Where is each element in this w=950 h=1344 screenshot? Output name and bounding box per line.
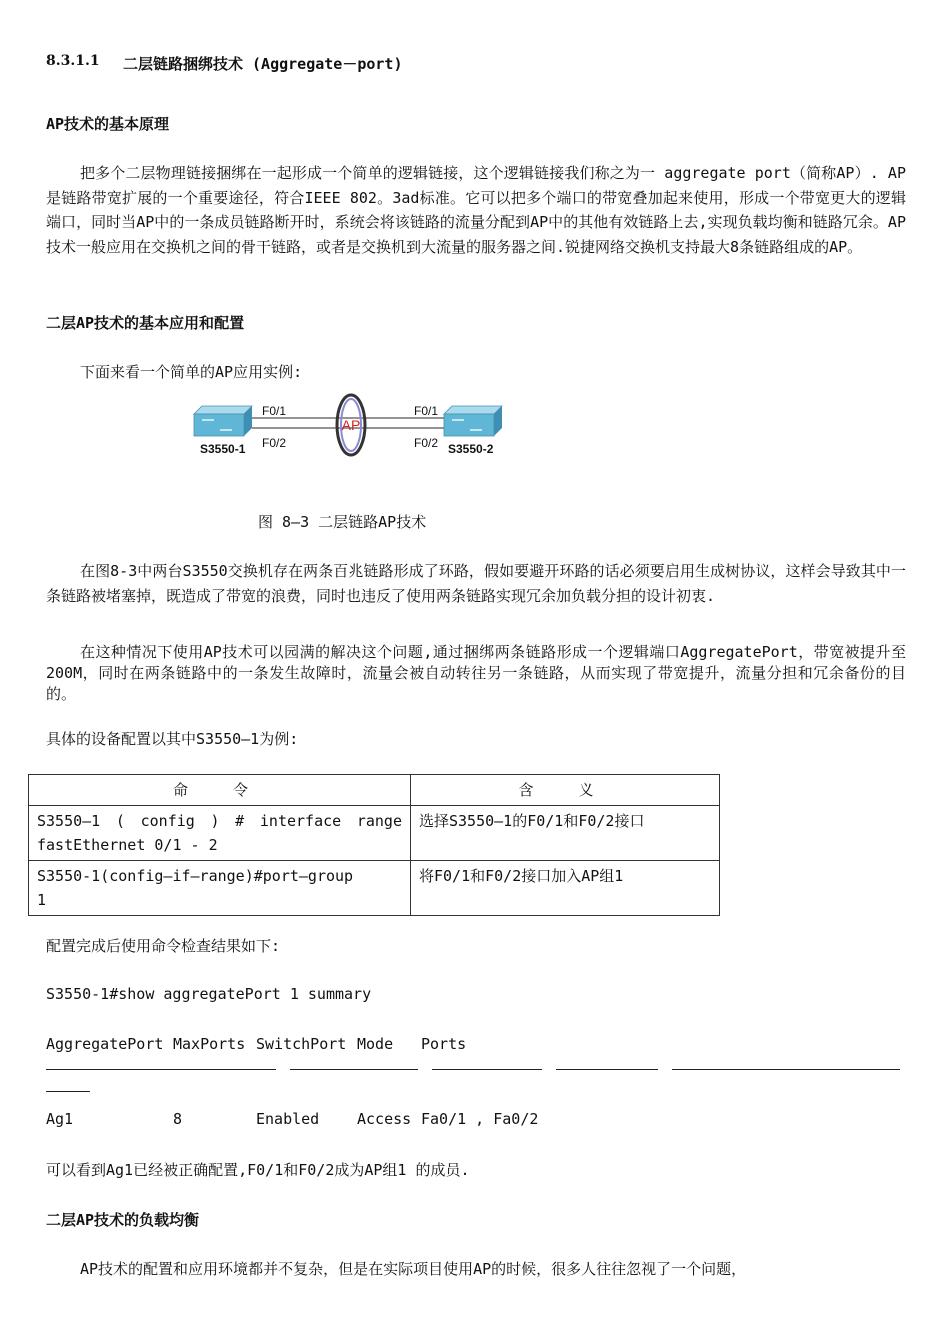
result-col-ports: Ports [421,1035,467,1053]
check-conclusion: 可以看到Ag1已经被正确配置,F0/1和F0/2成为AP组1 的成员. [46,1161,470,1179]
table-header-row [29,775,720,806]
result-mode: Access [357,1110,412,1128]
result-col-maxports: MaxPorts [173,1035,246,1053]
result-col-switchport: SwitchPort [256,1035,347,1053]
result-maxports: 8 [173,1110,183,1128]
topology-figure [180,392,530,464]
show-command: S3550-1#show aggregatePort 1 summary [46,985,372,1003]
principle-heading: AP技术的基本原理 [46,115,170,133]
table-row [29,806,720,861]
section-number: 8.3.1.1 [46,53,100,69]
meaning-cell: 选择S3550—1的F0/1和F0/2接口 [411,806,720,861]
command-cell [29,806,411,861]
meaning-cell: 将F0/1和F0/2接口加入AP组1 [411,861,720,916]
switch-left-label: S3550-1 [200,442,246,456]
config-table [28,774,720,916]
discussion-paragraph-1: 在图8-3中两台S3550交换机存在两条百兆链路形成了环路，假如要避开环路的话必须要启用生成树协议，这样会导致其中一条链路被堵塞掉，既造成了带宽的浪费，同时也违反了使用两条链路实现冗余加负载分担的设计初衷. [46,562,906,605]
result-ports: Fa0/1 , Fa0/2 [421,1110,539,1128]
discussion-paragraph-2: 在这种情况下使用AP技术可以园满的解决这个问题,通过捆绑两条链路形成一个逻辑端口AggregatePort，带宽被提升至200M，同时在两条链路中的一条发生故障时，流量会被自动转往另一条链路，从而实现了带宽提升，流量分担和冗余备份的目的。 [46,643,906,703]
application-intro: 下面来看一个简单的AP应用实例: [80,363,303,381]
command-line: fastEthernet 0/1 - 2 [37,836,218,854]
load-balance-paragraph: AP技术的配置和应用环境都并不复杂，但是在实际项目使用AP的时候，很多人往往忽视了一个问题， [80,1260,747,1278]
switch-right-icon [444,406,502,436]
command-line: S3550-1(config—if—range)#port—group [37,867,354,885]
port-right-bottom: F0/2 [414,436,439,450]
result-ag: Ag1 [46,1110,74,1128]
ap-label: AP [341,417,361,433]
application-heading: 二层AP技术的基本应用和配置 [46,314,245,332]
section-title: 二层链路捆绑技术 (Aggregate－port) [123,55,403,73]
result-col-aggregateport: AggregatePort [46,1035,164,1053]
check-intro: 配置完成后使用命令检查结果如下: [46,937,281,955]
table-header-command: 命 令 [29,775,411,806]
port-left-top: F0/1 [262,404,287,418]
switch-left-icon [194,406,252,436]
result-switchport: Enabled [256,1110,320,1128]
load-balance-heading: 二层AP技术的负载均衡 [46,1211,200,1229]
command-line: S3550—1 ( config ) # interface range [37,812,402,830]
example-intro: 具体的设备配置以其中S3550—1为例: [46,730,299,748]
switch-right-label: S3550-2 [448,442,494,456]
table-row [29,861,720,916]
port-left-bottom: F0/2 [262,436,287,450]
port-right-top: F0/1 [414,404,439,418]
principle-paragraph: 把多个二层物理链接捆绑在一起形成一个简单的逻辑链接，这个逻辑链接我们称之为一 aggregate port（简称AP）. AP是链路带宽扩展的一个重要途径，符合IEEE 802。3ad标准。它可以把多个端口的带宽叠加起来使用，形成一个带宽更大的逻辑端口，同时当AP中的一条成员链路断开时，系统会将该链路的流量分配到AP中的其他有效链路上去,实现负载均衡和链路冗余。AP技术一般应用在交换机之间的骨干链路，或者是交换机到大流量的服务器之间.锐捷网络交换机支持最大8条链路组成的AP。 [46,164,906,256]
result-separator [46,1060,908,1104]
command-line: 1 [37,891,47,909]
figure-caption: 图 8—3 二层链路AP技术 [258,513,427,531]
table-header-meaning: 含 义 [411,775,720,806]
result-col-mode: Mode [357,1035,394,1053]
command-cell [29,861,411,916]
